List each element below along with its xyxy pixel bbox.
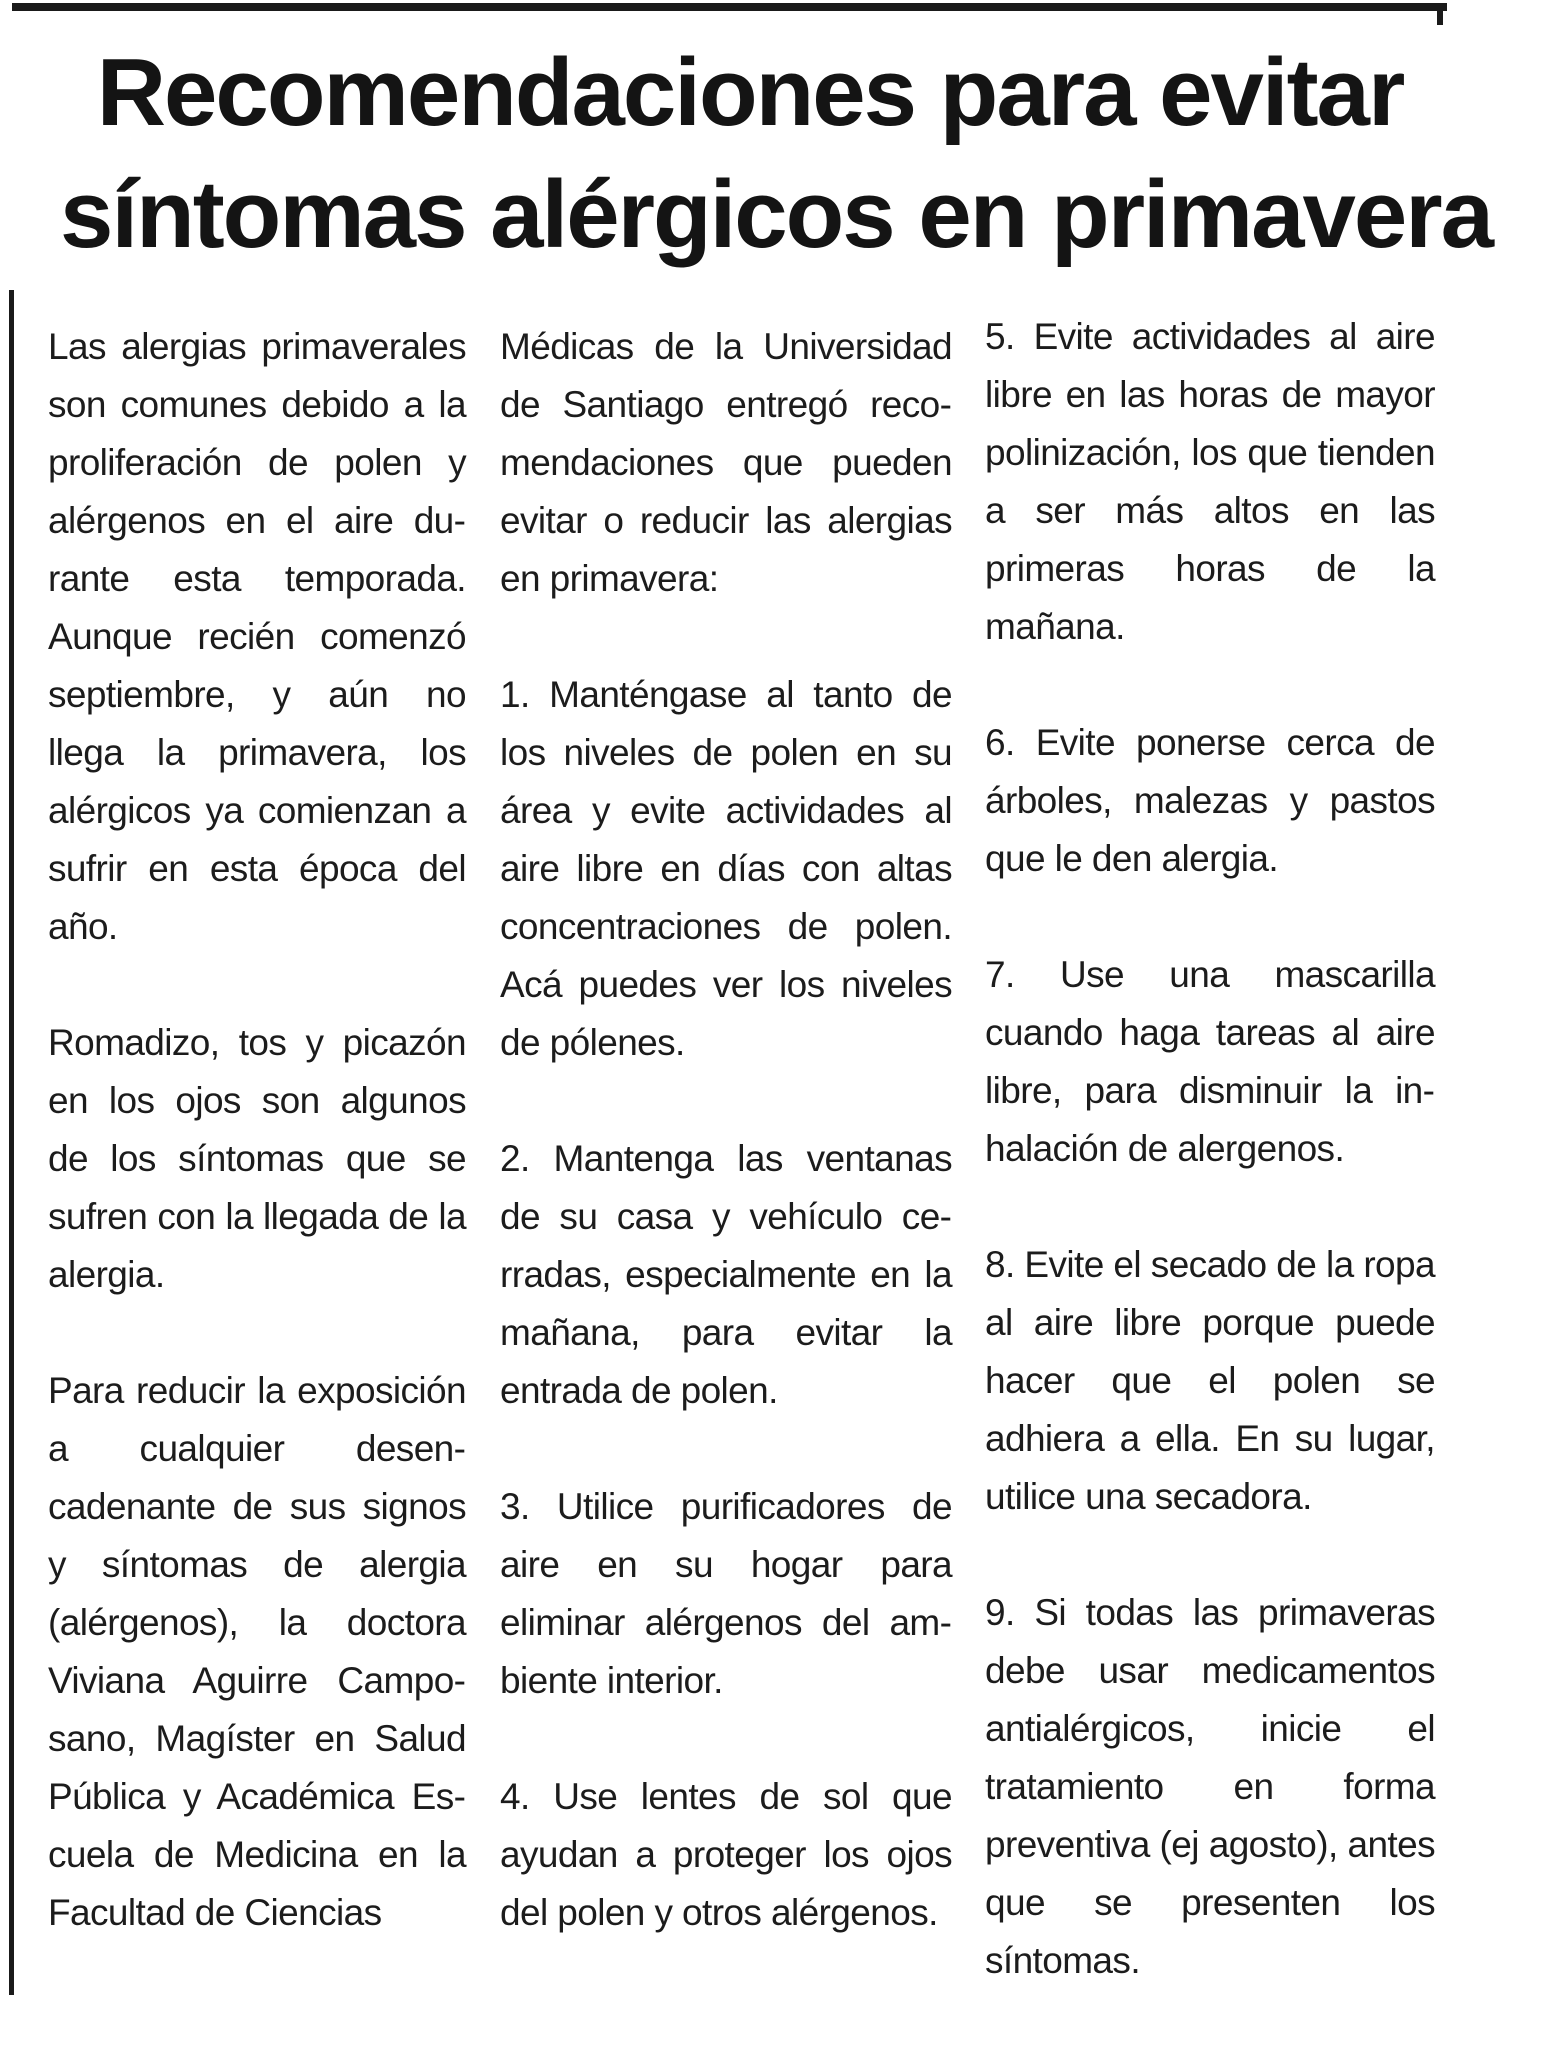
left-rule <box>9 290 14 1995</box>
column-2 <box>500 318 952 1942</box>
intro-paragraph: Las alergias primaverales son comunes debido a la proliferación de polen y alérgenos en el aire durante esta temporada. Aunque recién comenzó septiembre, y aún no llega la primavera, los alérgicos ya comienzan a sufrir en esta época del año. <box>48 326 466 947</box>
column-1 <box>48 318 466 1942</box>
recommendation-1: 1. Manténgase al tanto de los niveles de polen en su área y evite actividades al aire libre en días con altas concentraciones de polen. Acá puedes ver los niveles de pólenes. <box>500 674 952 1063</box>
recommendation-9: 9. Si todas las primaveras debe usar medicamentos antialérgicos, inicie el tratamiento en forma preventiva (ej agosto), antes que se presenten los síntomas. <box>985 1592 1435 1981</box>
recommendation-4: 4. Use lentes de sol que ayudan a proteger los ojos del polen y otros alérgenos. <box>500 1776 952 1933</box>
top-right-rule <box>1437 3 1443 25</box>
recommendation-8: 8. Evite el secado de la ropa al aire libre porque puede hacer que el polen se adhiera a ella. En su lugar, utilice una secadora. <box>985 1244 1435 1517</box>
recommendation-3: 3. Utilice purificadores de aire en su hogar para eliminar alérgenos del ambiente interior. <box>500 1486 952 1701</box>
headline <box>60 32 1492 276</box>
recommendation-5: 5. Evite actividades al aire libre en las horas de mayor polinización, los que tienden a ser más altos en las primeras horas de la mañana. <box>985 316 1435 647</box>
recommendation-2: 2. Mantenga las ventanas de su casa y vehículo cerradas, especialmente en la mañana, para evitar la entrada de polen. <box>500 1138 952 1411</box>
recommendation-6: 6. Evite ponerse cerca de árboles, malezas y pastos que le den alergia. <box>985 722 1435 879</box>
expert-paragraph-continued: Médicas de la Universidad de Santiago entregó recomendaciones que pueden evitar o reducir las alergias en primavera: <box>500 326 952 599</box>
recommendation-7: 7. Use una mascarilla cuando haga tareas al aire libre, para disminuir la inhalación de alergenos. <box>985 954 1435 1169</box>
top-rule <box>12 3 1447 11</box>
column-3 <box>985 308 1435 1990</box>
symptoms-paragraph: Romadizo, tos y picazón en los ojos son algunos de los síntomas que se sufren con la llegada de la alergia. <box>48 1022 466 1295</box>
expert-paragraph: Para reducir la exposición a cualquier desencadenante de sus signos y síntomas de alergia (alérgenos), la doctora Viviana Aguirre Camposano, Magíster en Salud Pública y Académica Escuela de Medicina en la Facultad de Ciencias <box>48 1370 466 1933</box>
headline-line-1: Recomendaciones para evitar <box>96 39 1404 146</box>
headline-line-2: síntomas alérgicos en primavera <box>60 161 1492 268</box>
